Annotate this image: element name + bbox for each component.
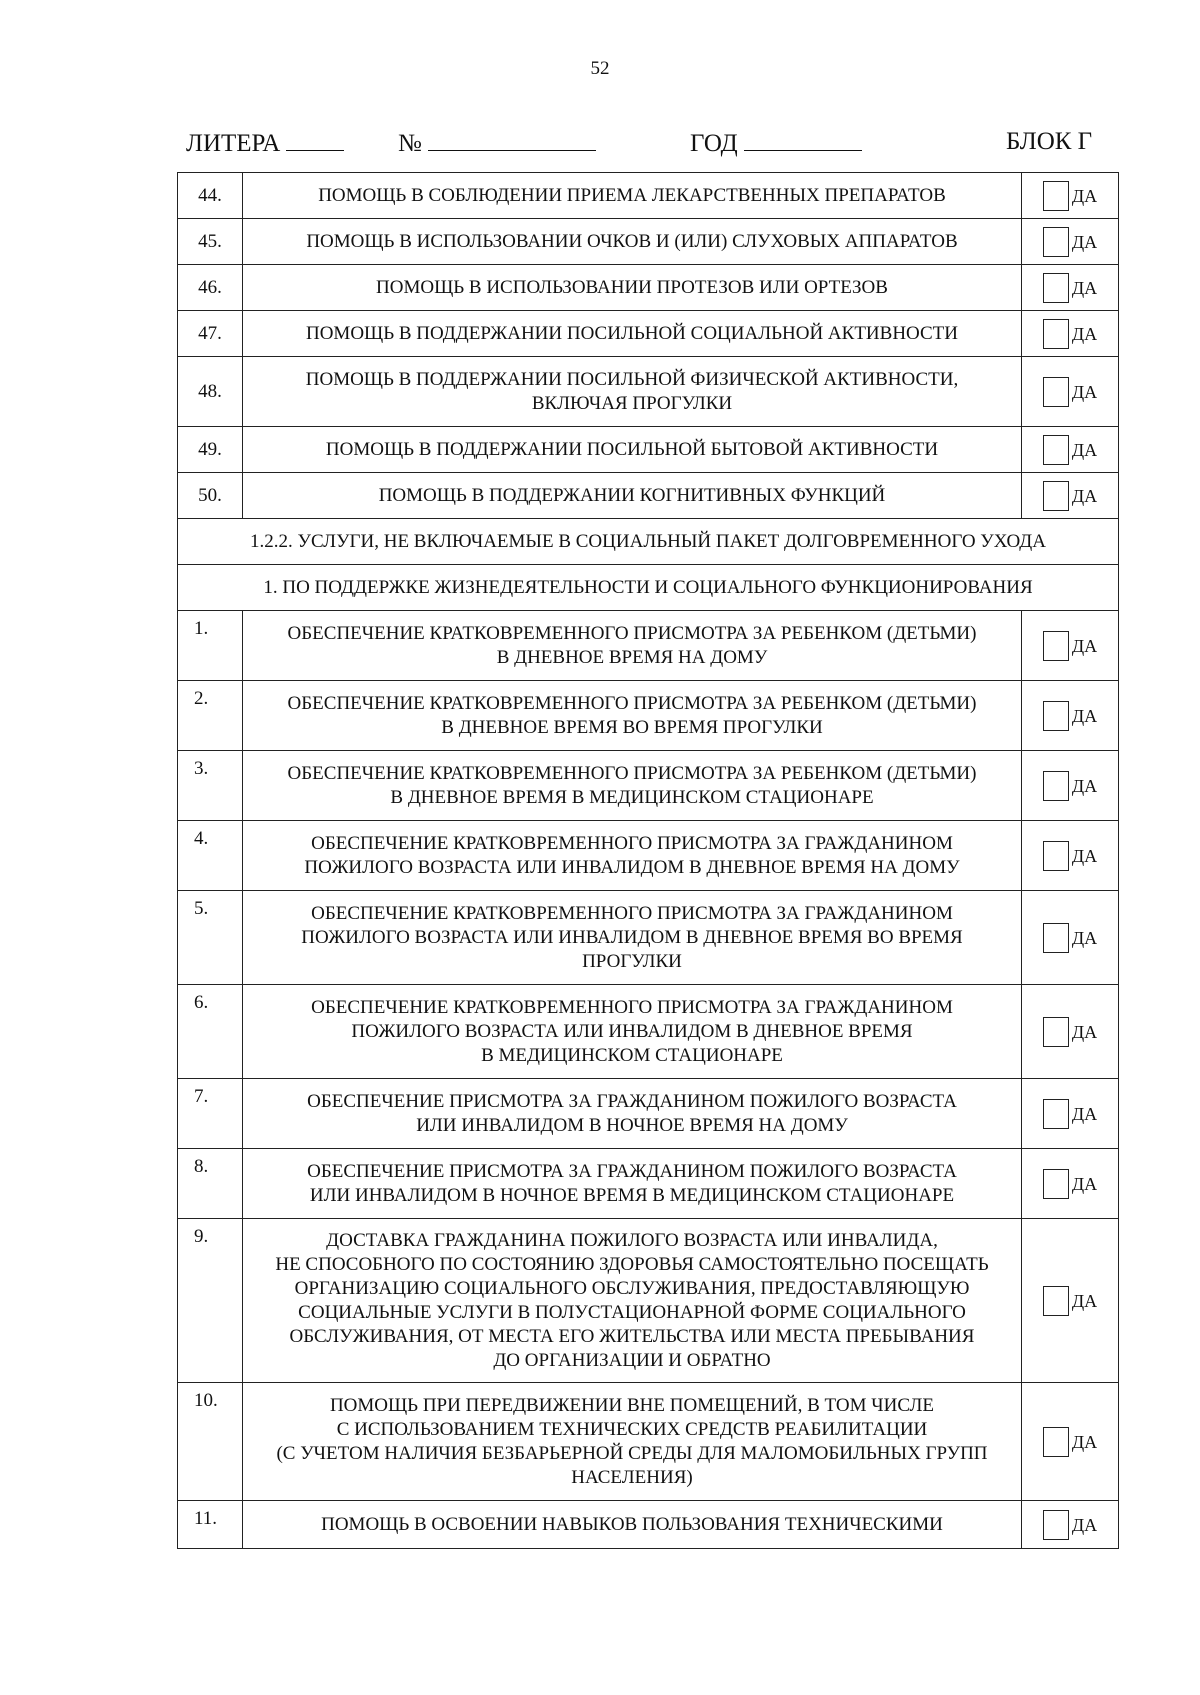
section-title-unpaid: 1.2.2. УСЛУГИ, НЕ ВКЛЮЧАЕМЫЕ В СОЦИАЛЬНЫЙ ПАКЕТ ДОЛГОВРЕМЕННОГО УХОДА	[178, 519, 1119, 565]
service-row	[178, 1149, 1119, 1219]
year-field	[690, 128, 862, 158]
service-row	[178, 173, 1119, 219]
yes-option-wrap	[1022, 1427, 1118, 1457]
row-number: 1.	[178, 611, 243, 681]
yes-option-wrap	[1022, 923, 1118, 953]
service-row	[178, 891, 1119, 985]
yes-checkbox[interactable]	[1043, 631, 1069, 661]
service-description: ОБЕСПЕЧЕНИЕ ПРИСМОТРА ЗА ГРАЖДАНИНОМ ПОЖИЛОГО ВОЗРАСТА ИЛИ ИНВАЛИДОМ В НОЧНОЕ ВРЕМЯ В МЕДИЦИНСКОМ СТАЦИОНАРЕ	[243, 1149, 1022, 1219]
row-number: 45.	[178, 219, 243, 265]
yes-option	[1022, 891, 1119, 985]
yes-checkbox[interactable]	[1043, 319, 1069, 349]
yes-option-wrap	[1022, 181, 1118, 211]
service-description: ПОМОЩЬ В ИСПОЛЬЗОВАНИИ ОЧКОВ И (ИЛИ) СЛУХОВЫХ АППАРАТОВ	[243, 219, 1022, 265]
yes-label: ДА	[1071, 635, 1098, 656]
service-row	[178, 311, 1119, 357]
yes-label: ДА	[1071, 1021, 1098, 1042]
number-label: №	[398, 130, 422, 157]
yes-checkbox[interactable]	[1043, 1099, 1069, 1129]
service-row	[178, 265, 1119, 311]
services-group-a	[178, 173, 1119, 519]
yes-option-wrap	[1022, 1099, 1118, 1129]
row-number: 46.	[178, 265, 243, 311]
yes-checkbox[interactable]	[1043, 481, 1069, 511]
service-row	[178, 473, 1119, 519]
yes-option	[1022, 357, 1119, 427]
yes-option	[1022, 311, 1119, 357]
service-description: ПОМОЩЬ ПРИ ПЕРЕДВИЖЕНИИ ВНЕ ПОМЕЩЕНИЙ, В ТОМ ЧИСЛЕ С ИСПОЛЬЗОВАНИЕМ ТЕХНИЧЕСКИХ СРЕДСТВ РЕАБИЛИТАЦИИ (С УЧЕТОМ НАЛИЧИЯ БЕЗБАРЬЕРНОЙ СРЕДЫ ДЛЯ МАЛОМОБИЛЬНЫХ ГРУПП НАСЕЛЕНИЯ)	[243, 1383, 1022, 1501]
yes-label: ДА	[1071, 231, 1098, 252]
yes-option-wrap	[1022, 771, 1118, 801]
row-number: 10.	[178, 1383, 243, 1501]
yes-checkbox[interactable]	[1043, 771, 1069, 801]
row-number: 5.	[178, 891, 243, 985]
yes-option-wrap	[1022, 273, 1118, 303]
yes-option-wrap	[1022, 631, 1118, 661]
service-row	[178, 1079, 1119, 1149]
litera-input[interactable]	[286, 128, 344, 151]
service-description: ПОМОЩЬ В ПОДДЕРЖАНИИ КОГНИТИВНЫХ ФУНКЦИЙ	[243, 473, 1022, 519]
section-row	[178, 565, 1119, 611]
yes-option-wrap	[1022, 481, 1118, 511]
number-field	[398, 128, 596, 158]
block-label: БЛОК Г	[1006, 128, 1093, 155]
service-description: ОБЕСПЕЧЕНИЕ ПРИСМОТРА ЗА ГРАЖДАНИНОМ ПОЖИЛОГО ВОЗРАСТА ИЛИ ИНВАЛИДОМ В НОЧНОЕ ВРЕМЯ НА ДОМУ	[243, 1079, 1022, 1149]
service-row	[178, 611, 1119, 681]
row-number: 9.	[178, 1219, 243, 1383]
services-group-b	[178, 611, 1119, 1549]
yes-checkbox[interactable]	[1043, 701, 1069, 731]
yes-checkbox[interactable]	[1043, 923, 1069, 953]
yes-checkbox[interactable]	[1043, 1427, 1069, 1457]
yes-label: ДА	[1071, 485, 1098, 506]
yes-option	[1022, 219, 1119, 265]
yes-option	[1022, 1219, 1119, 1383]
service-description: ПОМОЩЬ В ИСПОЛЬЗОВАНИИ ПРОТЕЗОВ ИЛИ ОРТЕЗОВ	[243, 265, 1022, 311]
service-row	[178, 751, 1119, 821]
service-description: ОБЕСПЕЧЕНИЕ КРАТКОВРЕМЕННОГО ПРИСМОТРА ЗА ГРАЖДАНИНОМ ПОЖИЛОГО ВОЗРАСТА ИЛИ ИНВАЛИДОМ В ДНЕВНОЕ ВРЕМЯ НА ДОМУ	[243, 821, 1022, 891]
row-number: 8.	[178, 1149, 243, 1219]
yes-label: ДА	[1071, 1173, 1098, 1194]
yes-option-wrap	[1022, 377, 1118, 407]
yes-checkbox[interactable]	[1043, 1286, 1069, 1316]
row-number: 47.	[178, 311, 243, 357]
service-row	[178, 821, 1119, 891]
service-description: ПОМОЩЬ В ПОДДЕРЖАНИИ ПОСИЛЬНОЙ СОЦИАЛЬНОЙ АКТИВНОСТИ	[243, 311, 1022, 357]
row-number: 7.	[178, 1079, 243, 1149]
service-row	[178, 1383, 1119, 1501]
yes-checkbox[interactable]	[1043, 227, 1069, 257]
yes-label: ДА	[1071, 705, 1098, 726]
yes-option	[1022, 265, 1119, 311]
yes-option-wrap	[1022, 1169, 1118, 1199]
yes-option-wrap	[1022, 1017, 1118, 1047]
yes-label: ДА	[1071, 845, 1098, 866]
year-input[interactable]	[744, 128, 862, 151]
service-description: ОБЕСПЕЧЕНИЕ КРАТКОВРЕМЕННОГО ПРИСМОТРА ЗА ГРАЖДАНИНОМ ПОЖИЛОГО ВОЗРАСТА ИЛИ ИНВАЛИДОМ В ДНЕВНОЕ ВРЕМЯ ВО ВРЕМЯ ПРОГУЛКИ	[243, 891, 1022, 985]
service-description: ПОМОЩЬ В СОБЛЮДЕНИИ ПРИЕМА ЛЕКАРСТВЕННЫХ ПРЕПАРАТОВ	[243, 173, 1022, 219]
yes-option	[1022, 611, 1119, 681]
service-description: ОБЕСПЕЧЕНИЕ КРАТКОВРЕМЕННОГО ПРИСМОТРА ЗА РЕБЕНКОМ (ДЕТЬМИ) В ДНЕВНОЕ ВРЕМЯ ВО ВРЕМЯ ПРОГУЛКИ	[243, 681, 1022, 751]
service-row	[178, 1219, 1119, 1383]
row-number: 3.	[178, 751, 243, 821]
yes-label: ДА	[1071, 439, 1098, 460]
year-label: ГОД	[690, 130, 738, 157]
row-number: 2.	[178, 681, 243, 751]
yes-option-wrap	[1022, 319, 1118, 349]
yes-label: ДА	[1071, 323, 1098, 344]
yes-label: ДА	[1071, 1431, 1098, 1452]
service-description: ПОМОЩЬ В ПОДДЕРЖАНИИ ПОСИЛЬНОЙ ФИЗИЧЕСКОЙ АКТИВНОСТИ, ВКЛЮЧАЯ ПРОГУЛКИ	[243, 357, 1022, 427]
yes-label: ДА	[1071, 1290, 1098, 1311]
row-number: 11.	[178, 1501, 243, 1549]
service-description: ПОМОЩЬ В ОСВОЕНИИ НАВЫКОВ ПОЛЬЗОВАНИЯ ТЕХНИЧЕСКИМИ	[243, 1501, 1022, 1549]
litera-field	[186, 128, 344, 158]
section-headers	[178, 519, 1119, 611]
yes-label: ДА	[1071, 277, 1098, 298]
yes-label: ДА	[1071, 1103, 1098, 1124]
yes-option-wrap	[1022, 435, 1118, 465]
yes-option	[1022, 751, 1119, 821]
yes-label: ДА	[1071, 381, 1098, 402]
yes-option	[1022, 173, 1119, 219]
yes-label: ДА	[1071, 927, 1098, 948]
yes-checkbox[interactable]	[1043, 1017, 1069, 1047]
yes-option	[1022, 1149, 1119, 1219]
yes-option	[1022, 1383, 1119, 1501]
row-number: 6.	[178, 985, 243, 1079]
yes-option	[1022, 681, 1119, 751]
yes-option	[1022, 821, 1119, 891]
yes-checkbox[interactable]	[1043, 435, 1069, 465]
row-number: 50.	[178, 473, 243, 519]
service-description: ОБЕСПЕЧЕНИЕ КРАТКОВРЕМЕННОГО ПРИСМОТРА ЗА РЕБЕНКОМ (ДЕТЬМИ) В ДНЕВНОЕ ВРЕМЯ В МЕДИЦИНСКОМ СТАЦИОНАРЕ	[243, 751, 1022, 821]
yes-label: ДА	[1071, 1514, 1098, 1535]
service-row	[178, 985, 1119, 1079]
service-description: ПОМОЩЬ В ПОДДЕРЖАНИИ ПОСИЛЬНОЙ БЫТОВОЙ АКТИВНОСТИ	[243, 427, 1022, 473]
row-number: 44.	[178, 173, 243, 219]
service-row	[178, 427, 1119, 473]
number-input[interactable]	[428, 128, 596, 151]
yes-option	[1022, 985, 1119, 1079]
yes-option-wrap	[1022, 1286, 1118, 1316]
yes-checkbox[interactable]	[1043, 1169, 1069, 1199]
section-row	[178, 519, 1119, 565]
yes-checkbox[interactable]	[1043, 1510, 1069, 1540]
yes-option-wrap	[1022, 227, 1118, 257]
service-description: ОБЕСПЕЧЕНИЕ КРАТКОВРЕМЕННОГО ПРИСМОТРА ЗА РЕБЕНКОМ (ДЕТЬМИ) В ДНЕВНОЕ ВРЕМЯ НА ДОМУ	[243, 611, 1022, 681]
service-row	[178, 219, 1119, 265]
yes-label: ДА	[1071, 775, 1098, 796]
yes-checkbox[interactable]	[1043, 181, 1069, 211]
yes-option-wrap	[1022, 841, 1118, 871]
row-number: 49.	[178, 427, 243, 473]
yes-label: ДА	[1071, 185, 1098, 206]
yes-checkbox[interactable]	[1043, 273, 1069, 303]
yes-option	[1022, 1079, 1119, 1149]
yes-checkbox[interactable]	[1043, 841, 1069, 871]
yes-option	[1022, 1501, 1119, 1549]
row-number: 4.	[178, 821, 243, 891]
service-description: ОБЕСПЕЧЕНИЕ КРАТКОВРЕМЕННОГО ПРИСМОТРА ЗА ГРАЖДАНИНОМ ПОЖИЛОГО ВОЗРАСТА ИЛИ ИНВАЛИДОМ В ДНЕВНОЕ ВРЕМЯ В МЕДИЦИНСКОМ СТАЦИОНАРЕ	[243, 985, 1022, 1079]
services-table	[177, 172, 1119, 1549]
service-row	[178, 1501, 1119, 1549]
service-description: ДОСТАВКА ГРАЖДАНИНА ПОЖИЛОГО ВОЗРАСТА ИЛИ ИНВАЛИДА, НЕ СПОСОБНОГО ПО СОСТОЯНИЮ ЗДОРОВЬЯ САМОСТОЯТЕЛЬНО ПОСЕЩАТЬ ОРГАНИЗАЦИЮ СОЦИАЛЬНОГО ОБСЛУЖИВАНИЯ, ПРЕДОСТАВЛЯЮЩУЮ СОЦИАЛЬНЫЕ УСЛУГИ В ПОЛУСТАЦИОНАРНОЙ ФОРМЕ СОЦИАЛЬНОГО ОБСЛУЖИВАНИЯ, ОТ МЕСТА ЕГО ЖИТЕЛЬСТВА ИЛИ МЕСТА ПРЕБЫВАНИЯ ДО ОРГАНИЗАЦИИ И ОБРАТНО	[243, 1219, 1022, 1383]
row-number: 48.	[178, 357, 243, 427]
page-number: 52	[590, 58, 610, 79]
section-title-life-support: 1. ПО ПОДДЕРЖКЕ ЖИЗНЕДЕЯТЕЛЬНОСТИ И СОЦИАЛЬНОГО ФУНКЦИОНИРОВАНИЯ	[178, 565, 1119, 611]
litera-label: ЛИТЕРА	[186, 130, 281, 157]
yes-option-wrap	[1022, 701, 1118, 731]
service-row	[178, 681, 1119, 751]
yes-option-wrap	[1022, 1510, 1118, 1540]
yes-option	[1022, 427, 1119, 473]
yes-option	[1022, 473, 1119, 519]
yes-checkbox[interactable]	[1043, 377, 1069, 407]
service-row	[178, 357, 1119, 427]
